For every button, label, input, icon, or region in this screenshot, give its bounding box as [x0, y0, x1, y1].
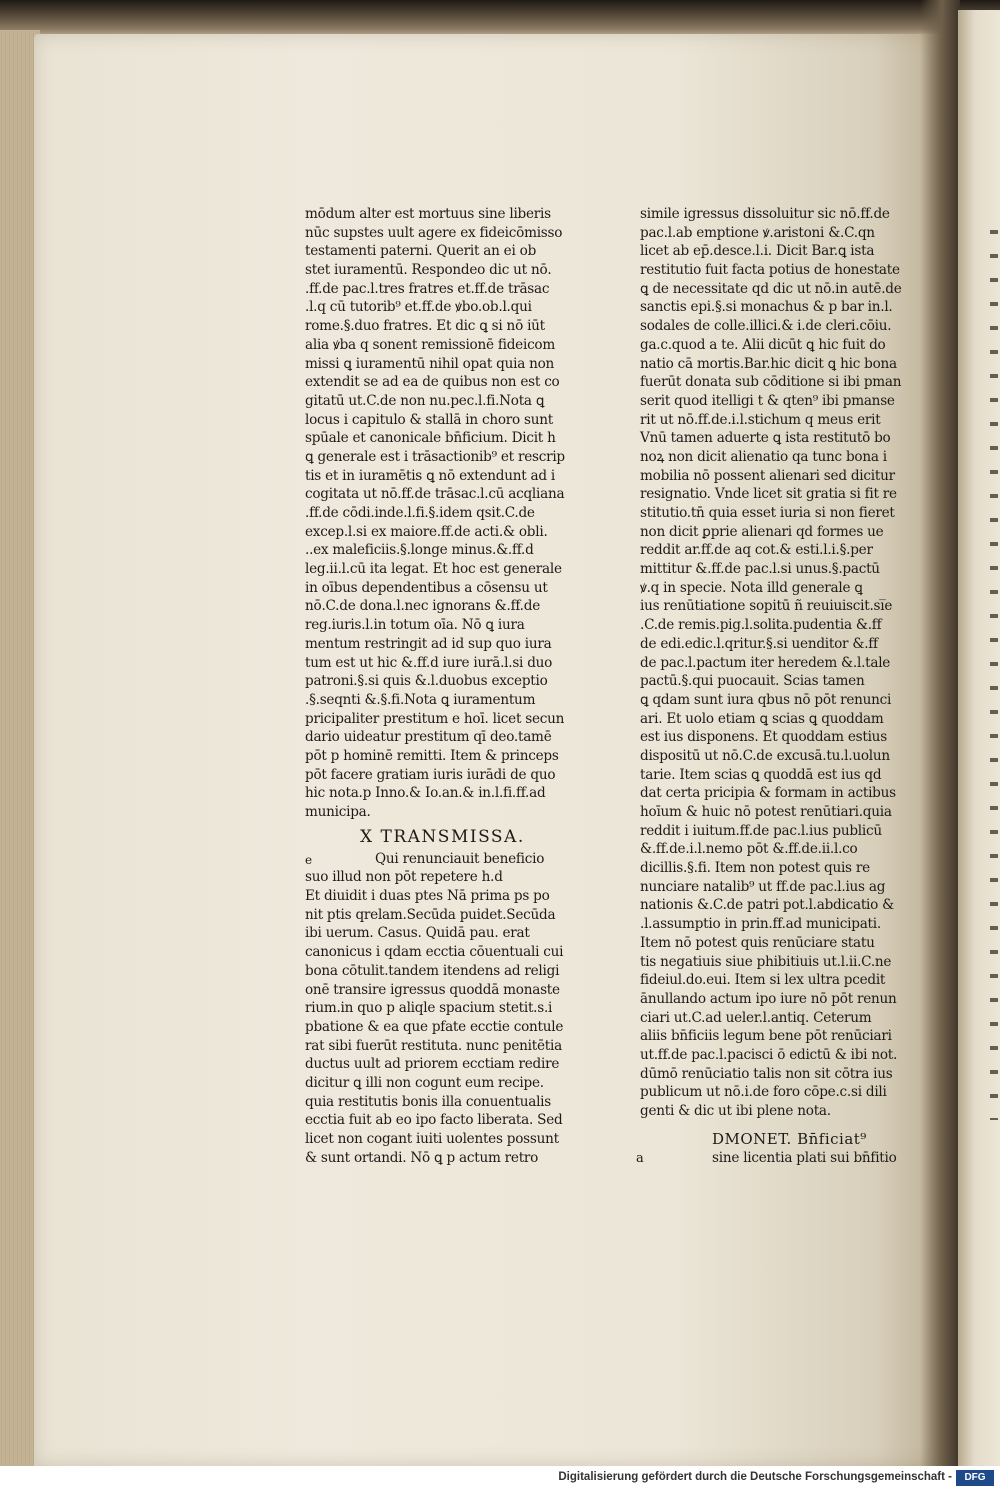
- text-line: nūc supstes uult agere ex fideicōmisso: [305, 224, 563, 241]
- text-line: locus i capitulo & stallā in choro sunt: [305, 411, 553, 428]
- text-line: ..ex maleficiis.§.longe minus.&.ff.d: [305, 542, 534, 559]
- dfg-logo: DFG: [956, 1470, 994, 1486]
- text-line: rome.§.duo fratres. Et dic ꝗ si nō iūt: [305, 318, 545, 335]
- text-line: de edi.edic.l.qritur.§.si uenditor &.ff: [640, 635, 878, 652]
- signature-mark: a: [636, 1151, 644, 1166]
- text-line: serit quod itelligi t & qten⁹ ibi pmanse: [640, 392, 895, 409]
- right-text-column: [640, 205, 902, 1121]
- text-line: &.ff.de.i.l.nemo pōt &.ff.de.ii.l.co: [640, 841, 858, 858]
- text-line: simile igressus dissoluitur sic nō.ff.de: [640, 206, 890, 222]
- margin-letter: e: [305, 853, 313, 867]
- text-line: tum est ut hic &.ff.d iure iurā.l.si duo: [305, 654, 553, 671]
- left-text-column: [305, 205, 565, 1167]
- text-line: reddit i iuitum.ff.de pac.l.ius publicū: [640, 822, 882, 839]
- text-line: rat sibi fuerūt restituta. nunc penitētia: [305, 1037, 562, 1054]
- text-line: rit ut nō.ff.de.i.l.stichum q meus erit: [640, 411, 881, 428]
- text-line: ciari ut.C.ad ueler.l.antiq. Ceterum: [640, 1009, 872, 1026]
- text-line: canonicus i qdam ecctia cōuentuali cui: [305, 944, 564, 961]
- text-line: resignatio. Vnde licet sit gratia si fit re: [640, 486, 897, 503]
- text-line: sanctis epi.§.si monachus & p bar in.l.: [640, 299, 893, 316]
- left-section-heading: X TRANSMISSA.: [360, 826, 525, 847]
- book-gutter: [920, 0, 960, 1466]
- text-line: ecctia fuit ab eo ipo facto liberata. Sed: [305, 1112, 563, 1129]
- text-line: missi ꝗ iuramentū nihil opat quia non: [305, 355, 555, 372]
- text-line: municipa.: [305, 804, 371, 820]
- text-line: licet ab ep̄.desce.l.i. Dicit Bar.ꝗ ista: [640, 243, 875, 260]
- text-line: spūale et canonicale bn̄ficium. Dicit h: [305, 430, 556, 447]
- text-line: pōt p hominē remitti. Item & princeps: [305, 747, 559, 764]
- text-line: natio cā mortis.Bar.hic dicit ꝗ hic bona: [640, 355, 897, 372]
- text-line: Item nō potest quis renūciare statu: [640, 934, 875, 951]
- text-line: .ff.de pac.l.tres fratres et.ff.de trāsac: [305, 280, 550, 297]
- text-line: quia restitutis bonis illa conuentualis: [305, 1093, 551, 1110]
- text-line: nationis &.C.de patri pot.l.abdicatio &: [640, 897, 894, 914]
- text-line: tis et in iuramētis ꝗ nō extendunt ad i: [305, 467, 556, 484]
- digitization-footer: [0, 1466, 1000, 1491]
- text-line: noꝝ non dicit alienatio qa tunc bona i: [640, 448, 887, 465]
- text-line: ꝗ generale est i trāsactionib⁹ et rescrip: [305, 448, 565, 465]
- text-line: dario uideatur prestitum qī deo.tamē: [305, 729, 552, 746]
- text-line: gitatū ut.C.de non nu.pec.l.fi.Nota ꝗ: [305, 392, 545, 409]
- text-line: onē transire igressus quoddā monaste: [305, 981, 560, 998]
- text-line: aliis bn̄ficiis legum bene pōt renūciari: [640, 1028, 892, 1045]
- text-line: fuerūt donata sub cōditione si ibi pman: [640, 374, 902, 391]
- text-line: .ff.de cōdi.inde.l.fi.§.idem qsit.C.de: [305, 505, 535, 521]
- text-line: mittitur &.ff.de pac.l.si unus.§.pactū: [640, 561, 880, 578]
- text-line: tarie. Item scias ꝗ quoddā est ius qd: [640, 766, 882, 783]
- book-top-edge: [0, 0, 1000, 36]
- text-line: excep.l.si ex maiore.ff.de acti.& obli.: [305, 523, 548, 540]
- text-line: dicitur ꝗ illi non cogunt eum recipe.: [305, 1074, 544, 1091]
- text-line: pōt facere gratiam iuris iurādi de quo: [305, 766, 556, 783]
- text-line: testamenti paterni. Querit an ei ob: [305, 243, 537, 260]
- text-line: .l.assumptio in prin.ff.ad municipati.: [640, 916, 881, 933]
- text-line: mentum restringit ad id sup quo iura: [305, 635, 552, 652]
- text-line: pricipaliter prestitum e hoī. licet secun: [305, 710, 565, 727]
- text-line: stet iuramentū. Respondeo dic ut nō.: [305, 262, 552, 279]
- text-line: ari. Et uolo etiam ꝗ scias ꝗ quoddam: [640, 710, 884, 727]
- text-line: rium.in quo p aliqle spacium stetit.s.i: [305, 1000, 553, 1017]
- text-line: cogitata ut nō.ff.de trāsac.l.cū acqliana: [305, 486, 565, 503]
- text-line: ductus uult ad priorem ecctiam redire: [305, 1056, 560, 1073]
- text-line: stitutio.tn̄ quia esset iuria si non fieret: [640, 505, 895, 521]
- text-line: .l.q cū tutorib⁹ et.ff.de ꝟbo.ob.l.qui: [305, 299, 532, 316]
- text-line: .§.seqnti &.§.fi.Nota ꝗ iuramentum: [305, 691, 536, 708]
- text-line: restitutio fuit facta potius de honestate: [640, 262, 900, 279]
- text-line: est ius disponens. Et quoddam estius: [640, 729, 887, 746]
- text-line: reddit ar.ff.de aq cot.& esti.l.i.§.per: [640, 542, 873, 559]
- text-line: hoīum & huic nō potest renūtiari.quia: [640, 804, 892, 820]
- text-line: nit ptis qrelam.Secūda puidet.Secūda: [305, 906, 556, 923]
- text-line: Vnū tamen aduerte ꝗ ista restitutō bo: [640, 430, 891, 447]
- text-line: ibi uerum. Casus. Quidā pau. erat: [305, 925, 530, 942]
- text-line: in oībus dependentibus a cōsensu ut: [305, 579, 548, 596]
- text-line: dicillis.§.fi. Item non potest quis re: [640, 860, 870, 877]
- text-line: mobilia nō possent alienari sed dicitur: [640, 467, 895, 484]
- text-line: Et diuidit i duas ptes Nā prima ps po: [305, 888, 550, 905]
- text-line: publicum ut nō.i.de foro cōpe.c.si dili: [640, 1084, 887, 1101]
- text-line: pac.l.ab emptione ꝟ.aristoni &.C.qn: [640, 224, 875, 241]
- text-line: .C.de remis.pig.l.solita.pudentia &.ff: [640, 617, 882, 634]
- text-line: pactū.§.qui puocauit. Scias tamen: [640, 673, 865, 690]
- text-line: pbatione & ea que pfate ecctie contule: [305, 1018, 564, 1035]
- text-line: reg.iuris.l.in totum oīa. Nō ꝗ iura: [305, 617, 525, 634]
- text-line: ꝗ qdam sunt iura qbus nō pōt renunci: [640, 691, 892, 708]
- text-line: bona cōtulit.tandem itendens ad religi: [305, 962, 560, 979]
- text-line: hic nota.p Inno.& Io.an.& in.l.fi.ff.ad: [305, 785, 546, 802]
- text-line: ānullando actum ipo iure nō pōt renun: [640, 990, 897, 1007]
- text-line: Qui renunciauit beneficio: [375, 850, 545, 867]
- right-section-heading-line-2: sine licentia plati sui bn̄fitio: [712, 1150, 897, 1166]
- text-line: sodales de colle.illici.& i.de cleri.cōiu.: [640, 318, 892, 335]
- text-line: leg.ii.l.cū ita legat. Et hoc est generale: [305, 561, 562, 578]
- text-line: ꝟ.q in specie. Nota illd generale ꝗ: [640, 579, 863, 596]
- text-line: extendit se ad ea de quibus non est co: [305, 374, 560, 391]
- footer-credit-text: Digitalisierung gefördert durch die Deutsche Forschungsgemeinschaft -: [558, 1471, 952, 1483]
- text-line: tis negatiuis siue phibitiuis ut.l.ii.C.ne: [640, 953, 892, 970]
- text-line: ꝗ de necessitate qd dic ut nō.in autē.de: [640, 280, 902, 297]
- text-line: de pac.l.pactum iter heredem &.l.tale: [640, 654, 891, 671]
- text-line: fideiul.do.eui. Item si lex ultra pcedit: [640, 972, 886, 989]
- text-line: alia ꝟba q sonent remissionē fideicom: [305, 336, 556, 353]
- text-line: genti & dic ut ibi plene nota.: [640, 1103, 831, 1119]
- text-line: non dicit ꝑprie alienari qd formes ue: [640, 523, 884, 540]
- right-page-text-fragments: [990, 220, 998, 1120]
- text-line: nō.C.de dona.l.nec ignorans &.ff.de: [305, 598, 540, 615]
- text-line: ius renūtiatione sopitū ñ reuiuiscit.si̅e: [640, 598, 893, 615]
- text-line: licet non cogant iuiti uolentes possunt: [305, 1131, 559, 1147]
- text-line: nunciare natalib⁹ ut ff.de pac.l.ius ag: [640, 878, 886, 895]
- text-line: dispositū ut nō.C.de excusā.tu.l.uolun: [640, 747, 890, 764]
- right-section-heading: DMONET. Bn̄ficiat⁹: [712, 1130, 867, 1148]
- text-line: dūmō renūciatio talis non sit cōtra ius: [640, 1065, 893, 1082]
- text-line: patroni.§.si quis &.l.duobus exceptio: [305, 673, 548, 690]
- text-line: suo illud non pōt repetere h.d: [305, 869, 503, 886]
- text-line: mōdum alter est mortuus sine liberis: [305, 206, 551, 222]
- text-line: dat certa pricipia & formam in actibus: [640, 785, 896, 802]
- text-line: ut.ff.de pac.l.pacisci ō edictū & ibi not.: [640, 1046, 898, 1063]
- text-line: & sunt ortandi. Nō ꝗ p actum retro: [305, 1149, 539, 1166]
- text-line: ga.c.quod a te. Alii dicūt ꝗ hic fuit do: [640, 336, 886, 353]
